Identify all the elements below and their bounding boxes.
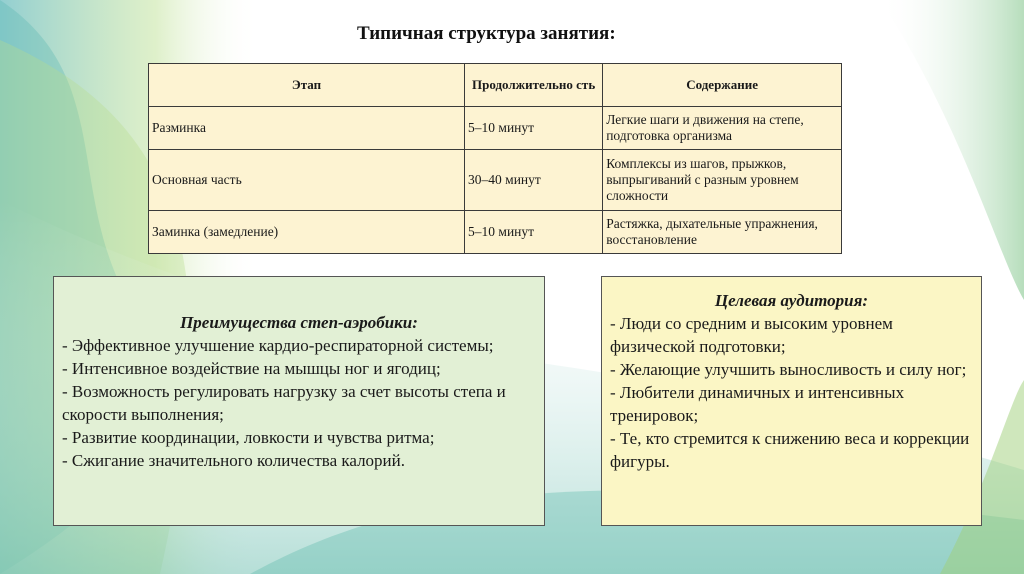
cell-content: Легкие шаги и движения на степе, подготовка организма [603,107,842,150]
cell-stage: Основная часть [149,150,465,211]
advantages-box [53,276,545,526]
list-item: - Развитие координации, ловкости и чувства ритма; [62,428,435,447]
lesson-structure-table [148,63,842,254]
list-item: - Сжигание значительного количества калорий. [62,451,406,470]
header-duration: Продолжительно сть [465,64,603,107]
cell-content: Растяжка, дыхательные упражнения, восстановление [603,211,842,254]
audience-title [610,289,973,312]
list-item: - Желающие улучшить выносливость и силу ног; [610,360,967,379]
cell-duration: 5–10 минут [465,211,603,254]
audience-title-text: Целевая аудитория: [714,291,869,310]
cell-duration: 5–10 минут [465,107,603,150]
list-item: - Те, кто стремится к снижению веса и коррекции фигуры. [610,429,970,471]
advantages-title: Преимущества степ-аэробики: [180,313,418,332]
table-row [149,107,842,150]
header-content: Содержание [603,64,842,107]
header-stage: Этап [149,64,465,107]
cell-content: Комплексы из шагов, прыжков, выпрыгиваний с разным уровнем сложности [603,150,842,211]
cell-stage: Разминка [149,107,465,150]
audience-box [601,276,982,526]
list-item: - Возможность регулировать нагрузку за счет высоты степа и скорости выполнения; [62,382,506,424]
list-item: - Любители динамичных и интенсивных тренировок; [610,383,905,425]
slide-title: Типичная структура занятия: [357,23,616,44]
table-row [149,150,842,211]
cell-stage: Заминка (замедление) [149,211,465,254]
table-header-row [149,64,842,107]
list-item: - Люди со средним и высоким уровнем физической подготовки; [610,314,893,356]
list-item: - Эффективное улучшение кардио-респираторной системы; [62,336,494,355]
table-row [149,211,842,254]
list-item: - Интенсивное воздействие на мышцы ног и ягодиц; [62,359,441,378]
cell-duration: 30–40 минут [465,150,603,211]
